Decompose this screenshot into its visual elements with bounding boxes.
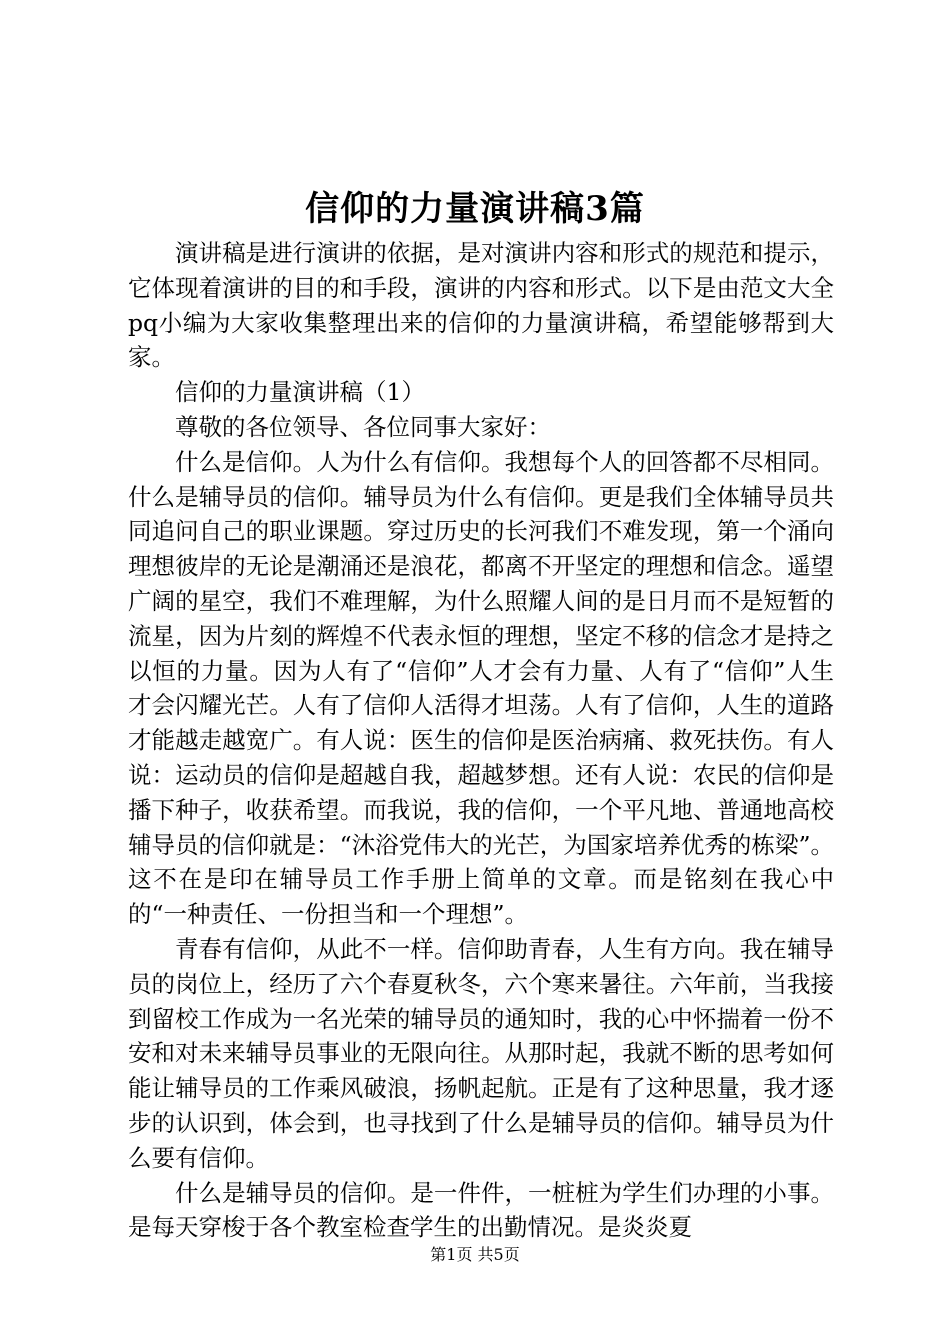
paragraph-intro: 演讲稿是进行演讲的依据，是对演讲内容和形式的规范和提示，它体现着演讲的目的和手段，演讲的内容和形式。以下是由范文大全pq小编为大家收集整理出来的信仰的力量演讲稿，希望能够帮到大家。 — [128, 239, 834, 372]
paragraph-body: 什么是信仰。人为什么有信仰。我想每个人的回答都不尽相同。什么是辅导员的信仰。辅导员为什么有信仰。更是我们全体辅导员共同追问自己的职业课题。穿过历史的长河我们不难发现，第一个涌向理想彼岸的无论是潮涌还是浪花，都离不开坚定的理想和信念。遥望广阔的星空，我们不难理解，为什么照耀人间的是日月而不是短暂的流星，因为片刻的辉煌不代表永恒的理想，坚定不移的信念才是持之以恒的力量。因为人有了“信仰”人才会有力量、人有了“信仰”人生才会闪耀光芒。人有了信仰人活得才坦荡。人有了信仰，人生的道路才能越走越宽广。有人说：医生的信仰是医治病痛、救死扶伤。有人说：运动员的信仰是超越自我，超越梦想。还有人说：农民的信仰是播下种子，收获希望。而我说，我的信仰，一个平凡地、普通地高校辅导员的信仰就是：“沐浴党伟大的光芒，为国家培养优秀的栋梁”。这不在是印在辅导员工作手册上简单的文章。而是铭刻在我心中的“一种责任、一份担当和一个理想”。 — [128, 447, 834, 929]
document-title: 信仰的力量演讲稿3篇 — [305, 189, 645, 229]
paragraph-greeting: 尊敬的各位领导、各位同事大家好： — [175, 412, 551, 441]
paragraph-section-heading: 信仰的力量演讲稿（1） — [175, 378, 425, 407]
paragraph-body: 青春有信仰，从此不一样。信仰助青春，人生有方向。我在辅导员的岗位上，经历了六个春夏秋冬，六个寒来暑往。六年前，当我接到留校工作成为一名光荣的辅导员的通知时，我的心中怀揣着一份不安和对未来辅导员事业的无限向往。从那时起，我就不断的思考如何能让辅导员的工作乘风破浪，扬帆起航。正是有了这种思量，我才逐步的认识到，体会到，也寻找到了什么是辅导员的信仰。辅导员为什么要有信仰。 — [128, 934, 834, 1172]
paragraph-body: 什么是辅导员的信仰。是一件件，一桩桩为学生们办理的小事。是每天穿梭于各个教室检查学生的出勤情况。是炎炎夏 — [128, 1178, 834, 1242]
page-footer: 第1页 共5页 — [430, 1245, 520, 1264]
document-body — [128, 236, 834, 1245]
